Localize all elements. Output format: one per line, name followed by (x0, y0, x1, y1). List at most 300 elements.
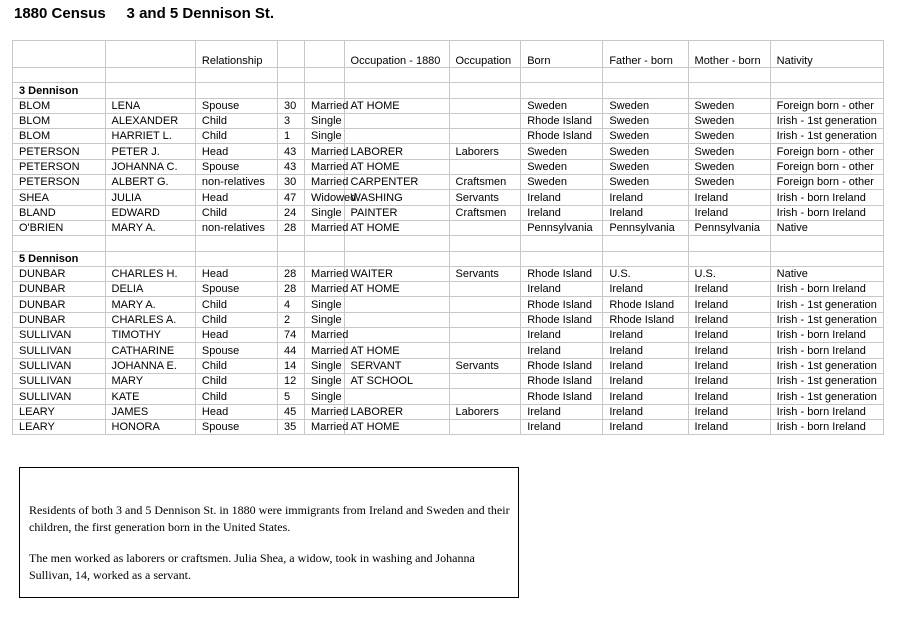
table-cell: 24 (278, 205, 305, 220)
table-cell: AT HOME (344, 220, 449, 235)
table-cell: U.S. (688, 266, 770, 281)
table-cell: Child (195, 205, 277, 220)
table-cell: Irish - 1st generation (770, 297, 883, 312)
table-cell: Ireland (688, 358, 770, 373)
empty-cell (278, 236, 305, 251)
table-cell: Married (305, 282, 344, 297)
table-cell: Spouse (195, 343, 277, 358)
table-cell: Sweden (603, 144, 688, 159)
table-cell (449, 282, 521, 297)
table-cell (449, 159, 521, 174)
empty-cell (770, 68, 883, 83)
table-cell (344, 328, 449, 343)
table-cell: Ireland (521, 419, 603, 434)
table-cell: Irish - born Ireland (770, 404, 883, 419)
table-cell: Foreign born - other (770, 98, 883, 113)
empty-cell (195, 251, 277, 266)
table-cell: Sweden (688, 98, 770, 113)
note-paragraph: The men worked as laborers or craftsmen. Julia Shea, a widow, took in washing and Johanna Sullivan, 14, worked as a servant. (29, 551, 475, 582)
table-cell: Sweden (688, 129, 770, 144)
table-cell (344, 389, 449, 404)
table-cell: LABORER (344, 144, 449, 159)
table-cell: LENA (105, 98, 195, 113)
table-row (13, 343, 884, 358)
table-cell: Spouse (195, 159, 277, 174)
table-cell: SERVANT (344, 358, 449, 373)
table-cell: Head (195, 190, 277, 205)
table-cell: JOHANNA C. (105, 159, 195, 174)
column-header (278, 41, 305, 68)
empty-cell (278, 68, 305, 83)
table-cell (344, 312, 449, 327)
table-cell: PAINTER (344, 205, 449, 220)
table-cell: EDWARD (105, 205, 195, 220)
empty-cell (603, 236, 688, 251)
table-cell: Ireland (521, 205, 603, 220)
table-cell: Sweden (688, 159, 770, 174)
table-cell: U.S. (603, 266, 688, 281)
table-row (13, 205, 884, 220)
table-cell: MARY (105, 373, 195, 388)
table-cell: AT HOME (344, 159, 449, 174)
table-cell: Married (305, 343, 344, 358)
table-row (13, 129, 884, 144)
table-cell: Child (195, 389, 277, 404)
table-cell: LEARY (13, 404, 106, 419)
table-cell: Rhode Island (603, 312, 688, 327)
table-cell: MARY A. (105, 220, 195, 235)
table-cell: Ireland (688, 373, 770, 388)
empty-cell (278, 251, 305, 266)
table-cell: 14 (278, 358, 305, 373)
table-cell (449, 419, 521, 434)
census-table (12, 40, 884, 435)
section-row (13, 251, 884, 266)
table-cell: Head (195, 144, 277, 159)
table-cell: Child (195, 129, 277, 144)
table-cell: 47 (278, 190, 305, 205)
table-cell: Servants (449, 358, 521, 373)
table-row (13, 98, 884, 113)
table-cell: Ireland (521, 282, 603, 297)
table-cell: JULIA (105, 190, 195, 205)
table-cell (344, 297, 449, 312)
table-cell: Child (195, 358, 277, 373)
table-cell: Spouse (195, 282, 277, 297)
empty-cell (603, 251, 688, 266)
table-cell (449, 297, 521, 312)
table-cell: Rhode Island (521, 389, 603, 404)
table-cell: LABORER (344, 404, 449, 419)
empty-cell (344, 68, 449, 83)
table-cell: Head (195, 404, 277, 419)
table-cell: BLOM (13, 98, 106, 113)
table-cell: Head (195, 328, 277, 343)
table-cell: Irish - 1st generation (770, 312, 883, 327)
table-cell: Irish - 1st generation (770, 373, 883, 388)
empty-cell (105, 83, 195, 98)
table-cell: BLOM (13, 129, 106, 144)
table-cell: WASHING (344, 190, 449, 205)
table-cell: 28 (278, 266, 305, 281)
table-cell: Married (305, 266, 344, 281)
table-cell: Ireland (688, 389, 770, 404)
table-cell: Single (305, 113, 344, 128)
empty-cell (521, 251, 603, 266)
table-cell (449, 98, 521, 113)
table-row (13, 373, 884, 388)
table-cell: 43 (278, 159, 305, 174)
table-cell: Sweden (521, 159, 603, 174)
table-cell: Sweden (688, 175, 770, 190)
table-cell: Single (305, 373, 344, 388)
table-cell: Pennsylvania (521, 220, 603, 235)
table-cell: AT HOME (344, 98, 449, 113)
table-cell: Pennsylvania (688, 220, 770, 235)
empty-cell (195, 83, 277, 98)
table-cell: Pennsylvania (603, 220, 688, 235)
table-cell: 1 (278, 129, 305, 144)
table-cell: Laborers (449, 404, 521, 419)
table-cell: 5 (278, 389, 305, 404)
table-cell: Ireland (603, 419, 688, 434)
table-cell: 2 (278, 312, 305, 327)
empty-cell (449, 251, 521, 266)
table-cell: 12 (278, 373, 305, 388)
table-cell: Single (305, 358, 344, 373)
table-cell: WAITER (344, 266, 449, 281)
table-cell: Married (305, 98, 344, 113)
empty-cell (770, 251, 883, 266)
table-cell: Child (195, 312, 277, 327)
table-cell: PETER J. (105, 144, 195, 159)
empty-cell (13, 68, 106, 83)
table-cell: AT HOME (344, 282, 449, 297)
section-row (13, 83, 884, 98)
table-cell: DUNBAR (13, 266, 106, 281)
table-cell: LEARY (13, 419, 106, 434)
empty-cell (603, 68, 688, 83)
table-cell: Ireland (603, 282, 688, 297)
table-cell: 74 (278, 328, 305, 343)
table-row (13, 328, 884, 343)
table-cell: BLOM (13, 113, 106, 128)
table-cell: Ireland (603, 358, 688, 373)
table-cell: HONORA (105, 419, 195, 434)
table-cell: JAMES (105, 404, 195, 419)
table-row (13, 312, 884, 327)
table-cell: Ireland (688, 419, 770, 434)
column-header: Mother - born (688, 41, 770, 68)
table-cell: Native (770, 266, 883, 281)
table-cell: Single (305, 129, 344, 144)
table-cell: Spouse (195, 419, 277, 434)
table-cell: Foreign born - other (770, 144, 883, 159)
table-cell: Ireland (521, 404, 603, 419)
empty-cell (603, 83, 688, 98)
table-cell: 35 (278, 419, 305, 434)
table-cell: 45 (278, 404, 305, 419)
column-header: Occupation (449, 41, 521, 68)
table-row (13, 144, 884, 159)
table-cell: Married (305, 220, 344, 235)
table-cell: Craftsmen (449, 175, 521, 190)
table-cell: CHARLES H. (105, 266, 195, 281)
table-cell: Craftsmen (449, 205, 521, 220)
table-cell: Irish - born Ireland (770, 282, 883, 297)
table-cell: Ireland (688, 404, 770, 419)
table-cell: Married (305, 419, 344, 434)
table-cell: Child (195, 297, 277, 312)
table-cell: Sweden (688, 144, 770, 159)
table-cell: TIMOTHY (105, 328, 195, 343)
empty-cell (278, 83, 305, 98)
table-cell: AT SCHOOL (344, 373, 449, 388)
table-cell: Head (195, 266, 277, 281)
table-cell: 28 (278, 282, 305, 297)
table-cell: Irish - 1st generation (770, 389, 883, 404)
empty-cell (305, 83, 344, 98)
table-cell: Ireland (688, 297, 770, 312)
table-cell: Married (305, 144, 344, 159)
table-cell: 28 (278, 220, 305, 235)
empty-cell (344, 251, 449, 266)
table-cell: AT HOME (344, 419, 449, 434)
header-row (13, 41, 884, 68)
table-cell: Irish - 1st generation (770, 129, 883, 144)
table-cell: Sweden (521, 144, 603, 159)
table-cell: Ireland (688, 328, 770, 343)
table-cell: Irish - born Ireland (770, 190, 883, 205)
table-cell: SHEA (13, 190, 106, 205)
table-cell: CARPENTER (344, 175, 449, 190)
table-cell: 44 (278, 343, 305, 358)
table-cell: Servants (449, 190, 521, 205)
column-header: Relationship (195, 41, 277, 68)
column-header: Father - born (603, 41, 688, 68)
table-cell: Ireland (521, 343, 603, 358)
table-cell: Laborers (449, 144, 521, 159)
table-cell: PETERSON (13, 175, 106, 190)
table-cell: Ireland (521, 190, 603, 205)
column-header: Born (521, 41, 603, 68)
table-cell: Married (305, 404, 344, 419)
table-cell: PETERSON (13, 159, 106, 174)
table-row (13, 266, 884, 281)
empty-cell (105, 68, 195, 83)
table-cell: Rhode Island (521, 297, 603, 312)
table-cell: Irish - born Ireland (770, 328, 883, 343)
empty-cell (344, 83, 449, 98)
table-cell: Child (195, 113, 277, 128)
table-row (13, 190, 884, 205)
note-box (19, 467, 519, 598)
table-cell (449, 312, 521, 327)
table-cell: 43 (278, 144, 305, 159)
table-cell: Rhode Island (521, 312, 603, 327)
table-row (13, 175, 884, 190)
table-cell: Child (195, 373, 277, 388)
table-cell: Rhode Island (521, 129, 603, 144)
table-cell: Widowed (305, 190, 344, 205)
table-cell: Ireland (603, 389, 688, 404)
table-row (13, 159, 884, 174)
table-cell (449, 389, 521, 404)
table-row (13, 297, 884, 312)
table-cell: Rhode Island (603, 297, 688, 312)
table-cell: Sweden (688, 113, 770, 128)
table-cell: Irish - born Ireland (770, 205, 883, 220)
table-cell: Irish - 1st generation (770, 358, 883, 373)
empty-cell (521, 83, 603, 98)
table-cell: HARRIET L. (105, 129, 195, 144)
empty-cell (449, 68, 521, 83)
table-cell: Ireland (603, 404, 688, 419)
empty-cell (688, 236, 770, 251)
empty-cell (344, 236, 449, 251)
table-cell: Ireland (603, 373, 688, 388)
table-cell: Rhode Island (521, 358, 603, 373)
table-cell (449, 113, 521, 128)
table-cell: Single (305, 297, 344, 312)
table-cell: Servants (449, 266, 521, 281)
table-cell: 4 (278, 297, 305, 312)
empty-cell (521, 236, 603, 251)
table-cell: Ireland (688, 282, 770, 297)
empty-cell (449, 236, 521, 251)
empty-cell (195, 68, 277, 83)
empty-cell (105, 251, 195, 266)
table-cell: Married (305, 328, 344, 343)
table-row (13, 282, 884, 297)
table-cell: Ireland (603, 328, 688, 343)
table-row (13, 404, 884, 419)
empty-cell (688, 68, 770, 83)
table-cell: Foreign born - other (770, 175, 883, 190)
table-cell: AT HOME (344, 343, 449, 358)
table-cell: Sweden (603, 113, 688, 128)
table-row (13, 419, 884, 434)
table-cell (344, 113, 449, 128)
spacer-row (13, 68, 884, 83)
table-cell: O'BRIEN (13, 220, 106, 235)
table-cell: ALEXANDER (105, 113, 195, 128)
table-cell: Single (305, 312, 344, 327)
empty-cell (521, 68, 603, 83)
table-cell: Sweden (603, 129, 688, 144)
page-title: 1880 Census 3 and 5 Dennison St. (14, 5, 275, 22)
table-cell: non-relatives (195, 175, 277, 190)
table-cell: Irish - born Ireland (770, 419, 883, 434)
table-cell: Ireland (603, 343, 688, 358)
table-cell: KATE (105, 389, 195, 404)
table-cell: JOHANNA E. (105, 358, 195, 373)
table-cell: DUNBAR (13, 297, 106, 312)
table-cell: Rhode Island (521, 113, 603, 128)
table-cell: Rhode Island (521, 373, 603, 388)
table-cell: Married (305, 159, 344, 174)
table-cell: Sweden (521, 98, 603, 113)
empty-cell (449, 83, 521, 98)
empty-cell (305, 236, 344, 251)
table-cell: non-relatives (195, 220, 277, 235)
table-cell: CATHARINE (105, 343, 195, 358)
section-address: 3 Dennison (13, 83, 106, 98)
table-cell: SULLIVAN (13, 343, 106, 358)
table-cell: 30 (278, 98, 305, 113)
table-cell: SULLIVAN (13, 373, 106, 388)
column-header (13, 41, 106, 68)
table-cell: CHARLES A. (105, 312, 195, 327)
table-cell: Rhode Island (521, 266, 603, 281)
table-cell: Ireland (688, 343, 770, 358)
table-row (13, 389, 884, 404)
table-cell: Ireland (688, 312, 770, 327)
table-cell (449, 343, 521, 358)
table-cell: DELIA (105, 282, 195, 297)
table-cell: Ireland (603, 190, 688, 205)
spacer-row (13, 236, 884, 251)
table-cell: BLAND (13, 205, 106, 220)
note-paragraph: Residents of both 3 and 5 Dennison St. in 1880 were immigrants from Ireland and Sweden and their children, the first generation born in the United States. (29, 503, 510, 534)
column-header (105, 41, 195, 68)
table-cell: Married (305, 175, 344, 190)
table-cell (449, 129, 521, 144)
table-cell: Sweden (521, 175, 603, 190)
table-cell: 3 (278, 113, 305, 128)
table-cell (449, 220, 521, 235)
section-address: 5 Dennison (13, 251, 106, 266)
table-cell: Single (305, 205, 344, 220)
empty-cell (13, 236, 106, 251)
empty-cell (305, 68, 344, 83)
table-cell (449, 373, 521, 388)
table-cell: MARY A. (105, 297, 195, 312)
column-header (305, 41, 344, 68)
table-cell: Sweden (603, 159, 688, 174)
table-cell: ALBERT G. (105, 175, 195, 190)
empty-cell (688, 251, 770, 266)
table-cell: Sweden (603, 98, 688, 113)
table-cell: 30 (278, 175, 305, 190)
table-cell: Foreign born - other (770, 159, 883, 174)
table-cell: PETERSON (13, 144, 106, 159)
empty-cell (770, 83, 883, 98)
table-cell (449, 328, 521, 343)
table-cell: Ireland (688, 205, 770, 220)
table-cell: Ireland (521, 328, 603, 343)
empty-cell (770, 236, 883, 251)
table-cell: Irish - born Ireland (770, 343, 883, 358)
table-row (13, 358, 884, 373)
empty-cell (195, 236, 277, 251)
table-cell: Ireland (688, 190, 770, 205)
table-cell: DUNBAR (13, 282, 106, 297)
column-header: Nativity (770, 41, 883, 68)
table-row (13, 113, 884, 128)
table-cell: DUNBAR (13, 312, 106, 327)
empty-cell (305, 251, 344, 266)
table-cell: SULLIVAN (13, 389, 106, 404)
table-cell: Single (305, 389, 344, 404)
empty-cell (688, 83, 770, 98)
table-cell: Native (770, 220, 883, 235)
table-cell (344, 129, 449, 144)
table-row (13, 220, 884, 235)
column-header: Occupation - 1880 (344, 41, 449, 68)
table-cell: Sweden (603, 175, 688, 190)
table-cell: Ireland (603, 205, 688, 220)
